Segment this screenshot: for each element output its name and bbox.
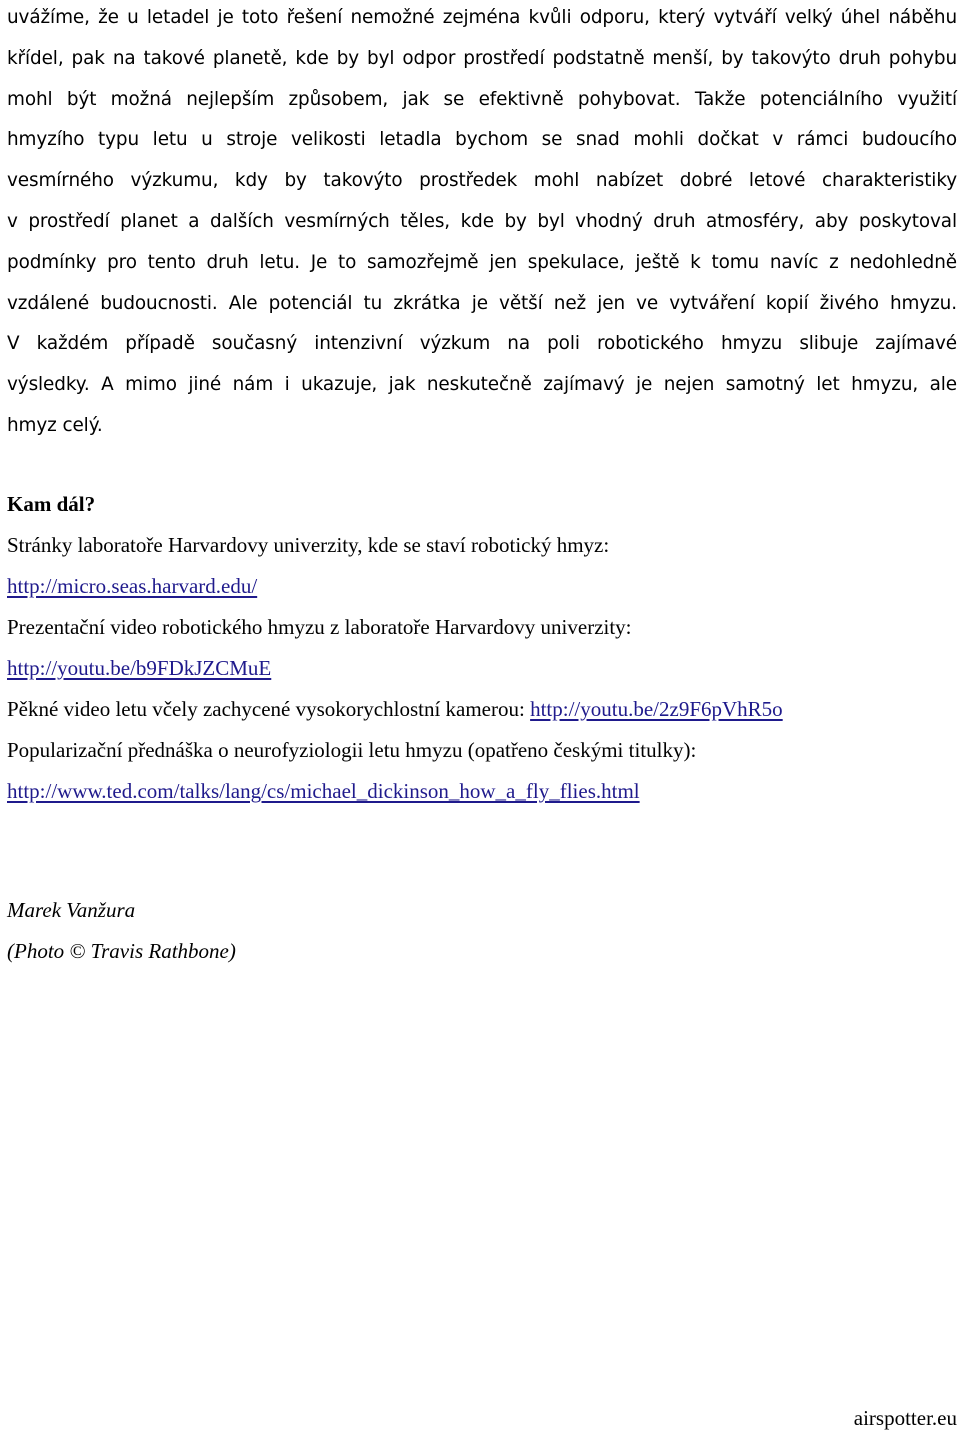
footer-site-name: airspotter.eu xyxy=(853,1406,957,1430)
harvard-lab-description: Stránky laboratoře Harvardovy univerzity, kde se staví robotický hmyz: xyxy=(7,533,610,557)
author-name: Marek Vanžura xyxy=(7,898,136,922)
paragraph-line: uvážíme, že u letadel je toto řešení nemožné zejména kvůli odporu, který vytváří velký úhel náběhu xyxy=(7,7,957,28)
paragraph-line: hmyz celý. xyxy=(7,414,103,436)
further-reading-list xyxy=(7,525,783,812)
ted-lecture-link[interactable]: http://www.ted.com/talks/lang/cs/michael_dickinson_how_a_fly_flies.html xyxy=(7,779,640,803)
paragraph-line: výsledky. A mimo jiné nám i ukazuje, jak neskutečně zajímavý je nejen samotný let hmyzu, ale xyxy=(7,374,957,396)
further-reading-heading: Kam dál? xyxy=(7,492,96,516)
paragraph-line: hmyzího typu letu u stroje velikosti letadla bychom se snad mohli dočkat v rámci budoucího xyxy=(7,129,957,151)
signature-block xyxy=(7,890,236,972)
harvard-lab-link[interactable]: http://micro.seas.harvard.edu/ xyxy=(7,574,258,598)
paragraph-line: vzdálené budoucnosti. Ale potenciál tu zkrátka je větší než jen ve vytváření kopií živého hmyzu. xyxy=(7,292,957,314)
paragraph-line: mohl být možná nejlepším způsobem, jak se efektivně pohybovat. Takže potenciálního využití xyxy=(7,88,957,110)
paragraph-line: V každém případě současný intenzivní výzkum na poli robotického hmyzu slibuje zajímavé xyxy=(7,333,957,355)
bee-video-link[interactable]: http://youtu.be/2z9F6pVhR5o xyxy=(530,697,783,721)
paragraph-line: v prostředí planet a dalších vesmírných těles, kde by byl vhodný druh atmosféry, aby poskytoval xyxy=(7,210,957,232)
bee-video-line xyxy=(7,689,783,730)
article-paragraph xyxy=(7,0,957,447)
lecture-description: Popularizační přednáška o neurofyziologii letu hmyzu (opatřeno českými titulky): xyxy=(7,738,697,762)
paragraph-line: vesmírného výzkumu, kdy by takovýto prostředek mohl nabízet dobré letové charakteristiky xyxy=(7,170,957,192)
paragraph-line: křídel, pak na takové planetě, kde by byl odpor prostředí podstatně menší, by takovýto druh pohybu xyxy=(7,47,957,69)
bee-video-description: Pěkné video letu včely zachycené vysokorychlostní kamerou: xyxy=(7,697,531,721)
photo-credit: (Photo © Travis Rathbone) xyxy=(7,939,236,963)
video-description: Prezentační video robotického hmyzu z laboratoře Harvardovy univerzity: xyxy=(7,615,632,639)
robotic-insect-video-link[interactable]: http://youtu.be/b9FDkJZCMuE xyxy=(7,656,272,680)
paragraph-line: podmínky pro tento druh letu. Je to samozřejmě jen spekulace, ještě k tomu navíc z nedohledně xyxy=(7,251,957,273)
